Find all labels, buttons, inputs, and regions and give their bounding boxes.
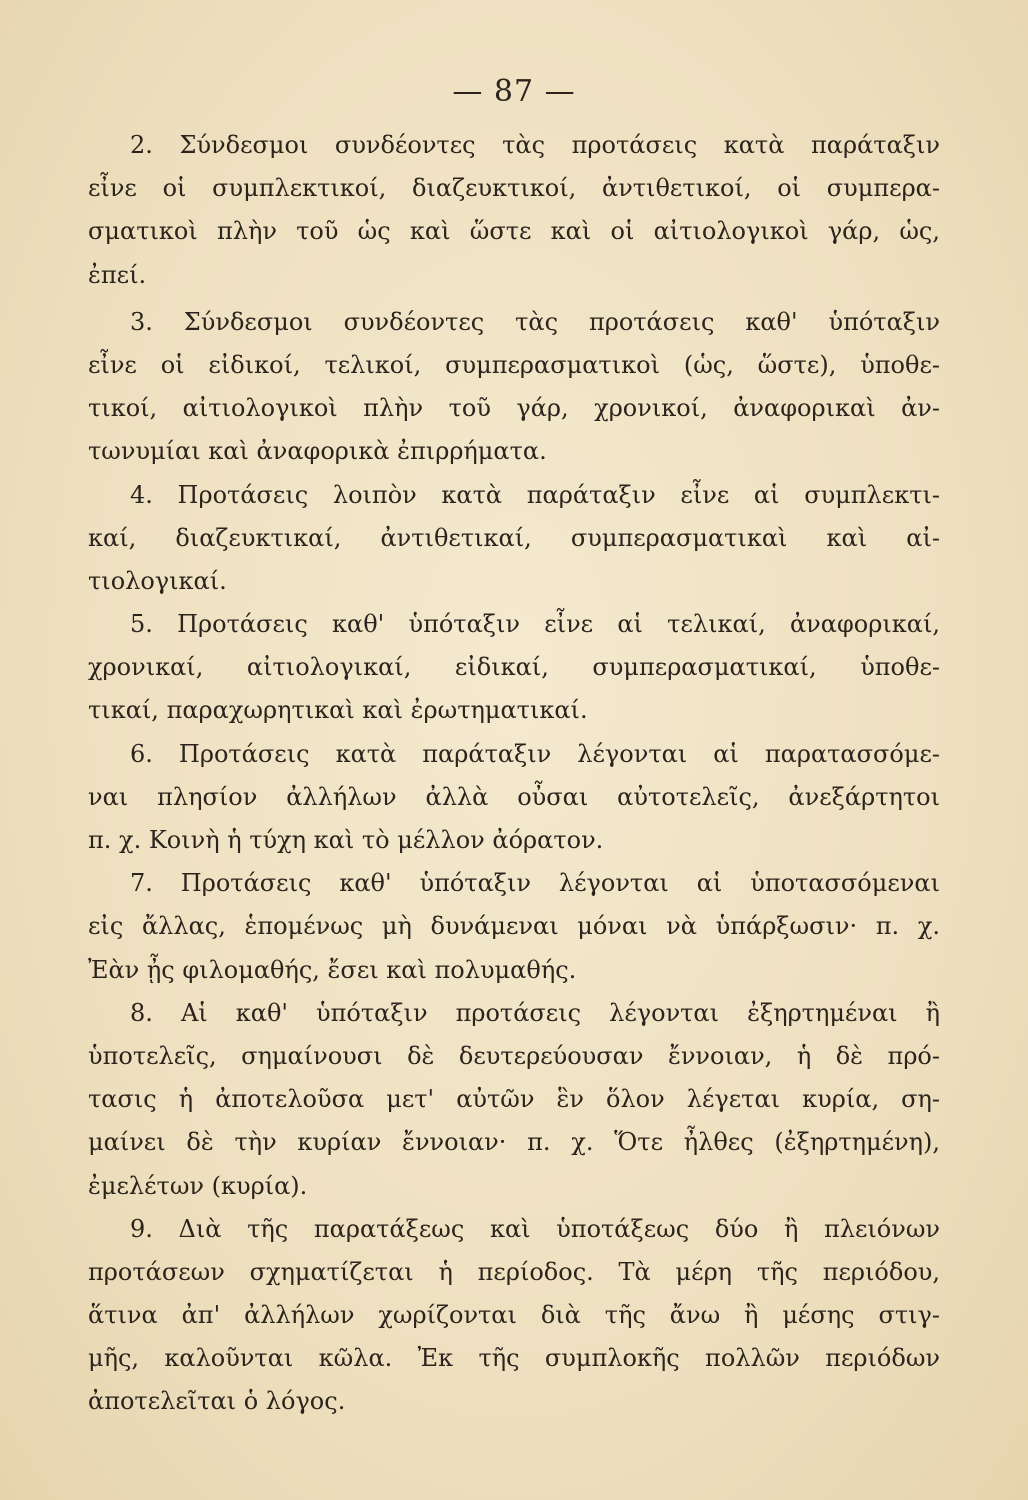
text-line: ἅτινα ἀπ' ἀλλήλων χωρίζονται διὰ τῆς ἄνω ἢ μέσης στιγ- — [88, 1301, 940, 1330]
paragraph-7 — [88, 862, 940, 992]
text-line: εἰς ἄλλας, ἑπομένως μὴ δυνάμεναι μόναι νὰ ὑπάρξωσιν· π. χ. — [88, 912, 940, 941]
paragraph-5 — [88, 603, 940, 733]
text-line: τικοί, αἰτιολογικοὶ πλὴν τοῦ γάρ, χρονικοί, ἀναφορικαὶ ἀν- — [88, 394, 940, 423]
text-line: σματικοὶ πλὴν τοῦ ὡς καὶ ὥστε καὶ οἱ αἰτιολογικοὶ γάρ, ὡς, — [88, 217, 940, 246]
paragraph-8 — [88, 992, 940, 1208]
paragraph-3 — [88, 301, 940, 474]
text-line: τασις ἡ ἀποτελοῦσα μετ' αὐτῶν ἓν ὅλον λέγεται κυρία, ση- — [88, 1085, 940, 1114]
text-line: εἶνε οἱ εἰδικοί, τελικοί, συμπερασματικοὶ (ὡς, ὥστε), ὑποθε- — [88, 350, 940, 379]
text-line: 6. Προτάσεις κατὰ παράταξιν λέγονται αἱ παρατασσόμε- — [130, 739, 940, 768]
text-line: προτάσεων σχηματίζεται ἡ περίοδος. Τὰ μέρη τῆς περιόδου, — [88, 1257, 940, 1286]
text-line: 2. Σύνδεσμοι συνδέοντες τὰς προτάσεις κατὰ παράταξιν — [130, 131, 940, 159]
text-line: μῆς, καλοῦνται κῶλα. Ἐκ τῆς συμπλοκῆς πολλῶν περιόδων — [88, 1344, 940, 1373]
text-line: 5. Προτάσεις καθ' ὑπόταξιν εἶνε αἱ τελικαί, ἀναφορικαί, — [130, 610, 940, 639]
text-line: τωνυμίαι καὶ ἀναφορικὰ ἐπιρρήματα. — [88, 437, 547, 466]
text-line: τιολογικαί. — [88, 566, 227, 595]
text-line: καί, διαζευκτικαί, ἀντιθετικαί, συμπερασματικαὶ καὶ αἰ- — [88, 523, 940, 552]
text-line: μαίνει δὲ τὴν κυρίαν ἔννοιαν· π. χ. Ὅτε ἦλθες (ἐξηρτημένη), — [88, 1128, 940, 1157]
text-line: 7. Προτάσεις καθ' ὑπόταξιν λέγονται αἱ ὑποτασσόμεναι — [130, 869, 940, 898]
page-body — [88, 124, 940, 1424]
text-line: ἐπεί. — [88, 260, 147, 289]
paragraph-2 — [88, 124, 940, 297]
text-line: 9. Διὰ τῆς παρατάξεως καὶ ὑποτάξεως δύο ἢ πλειόνων — [130, 1214, 940, 1243]
text-line: 3. Σύνδεσμοι συνδέοντες τὰς προτάσεις καθ' ὑπόταξιν — [130, 307, 940, 336]
text-line: χρονικαί, αἰτιολογικαί, εἰδικαί, συμπερασματικαί, ὑποθε- — [88, 653, 940, 682]
text-line: ἀποτελεῖται ὁ λόγος. — [88, 1387, 346, 1416]
text-line: 4. Προτάσεις λοιπὸν κατὰ παράταξιν εἶνε αἱ συμπλεκτι- — [130, 480, 940, 509]
text-line: π. χ. Κοινὴ ἡ τύχη καὶ τὸ μέλλον ἀόρατον. — [88, 826, 604, 854]
text-line: ὑποτελεῖς, σημαίνουσι δὲ δευτερεύουσαν ἔννοιαν, ἡ δὲ πρό- — [88, 1041, 940, 1070]
page-number: — 87 — — [452, 74, 576, 109]
text-line: 8. Αἱ καθ' ὑπόταξιν προτάσεις λέγονται ἐξηρτημέναι ἢ — [130, 998, 940, 1027]
paragraph-6 — [88, 733, 940, 863]
text-line: εἶνε οἱ συμπλεκτικοί, διαζευκτικοί, ἀντιθετικοί, οἱ συμπερα- — [88, 174, 940, 203]
paragraph-4 — [88, 474, 940, 604]
text-line: ἐμελέτων (κυρία). — [88, 1171, 308, 1200]
text-line: Ἐὰν ᾖς φιλομαθής, ἔσει καὶ πολυμαθής. — [88, 955, 577, 984]
paragraph-9 — [88, 1208, 940, 1424]
text-line: ναι πλησίον ἀλλήλων ἀλλὰ οὖσαι αὐτοτελεῖς, ἀνεξάρτητοι — [88, 782, 940, 811]
text-line: τικαί, παραχωρητικαὶ καὶ ἐρωτηματικαί. — [88, 696, 588, 725]
